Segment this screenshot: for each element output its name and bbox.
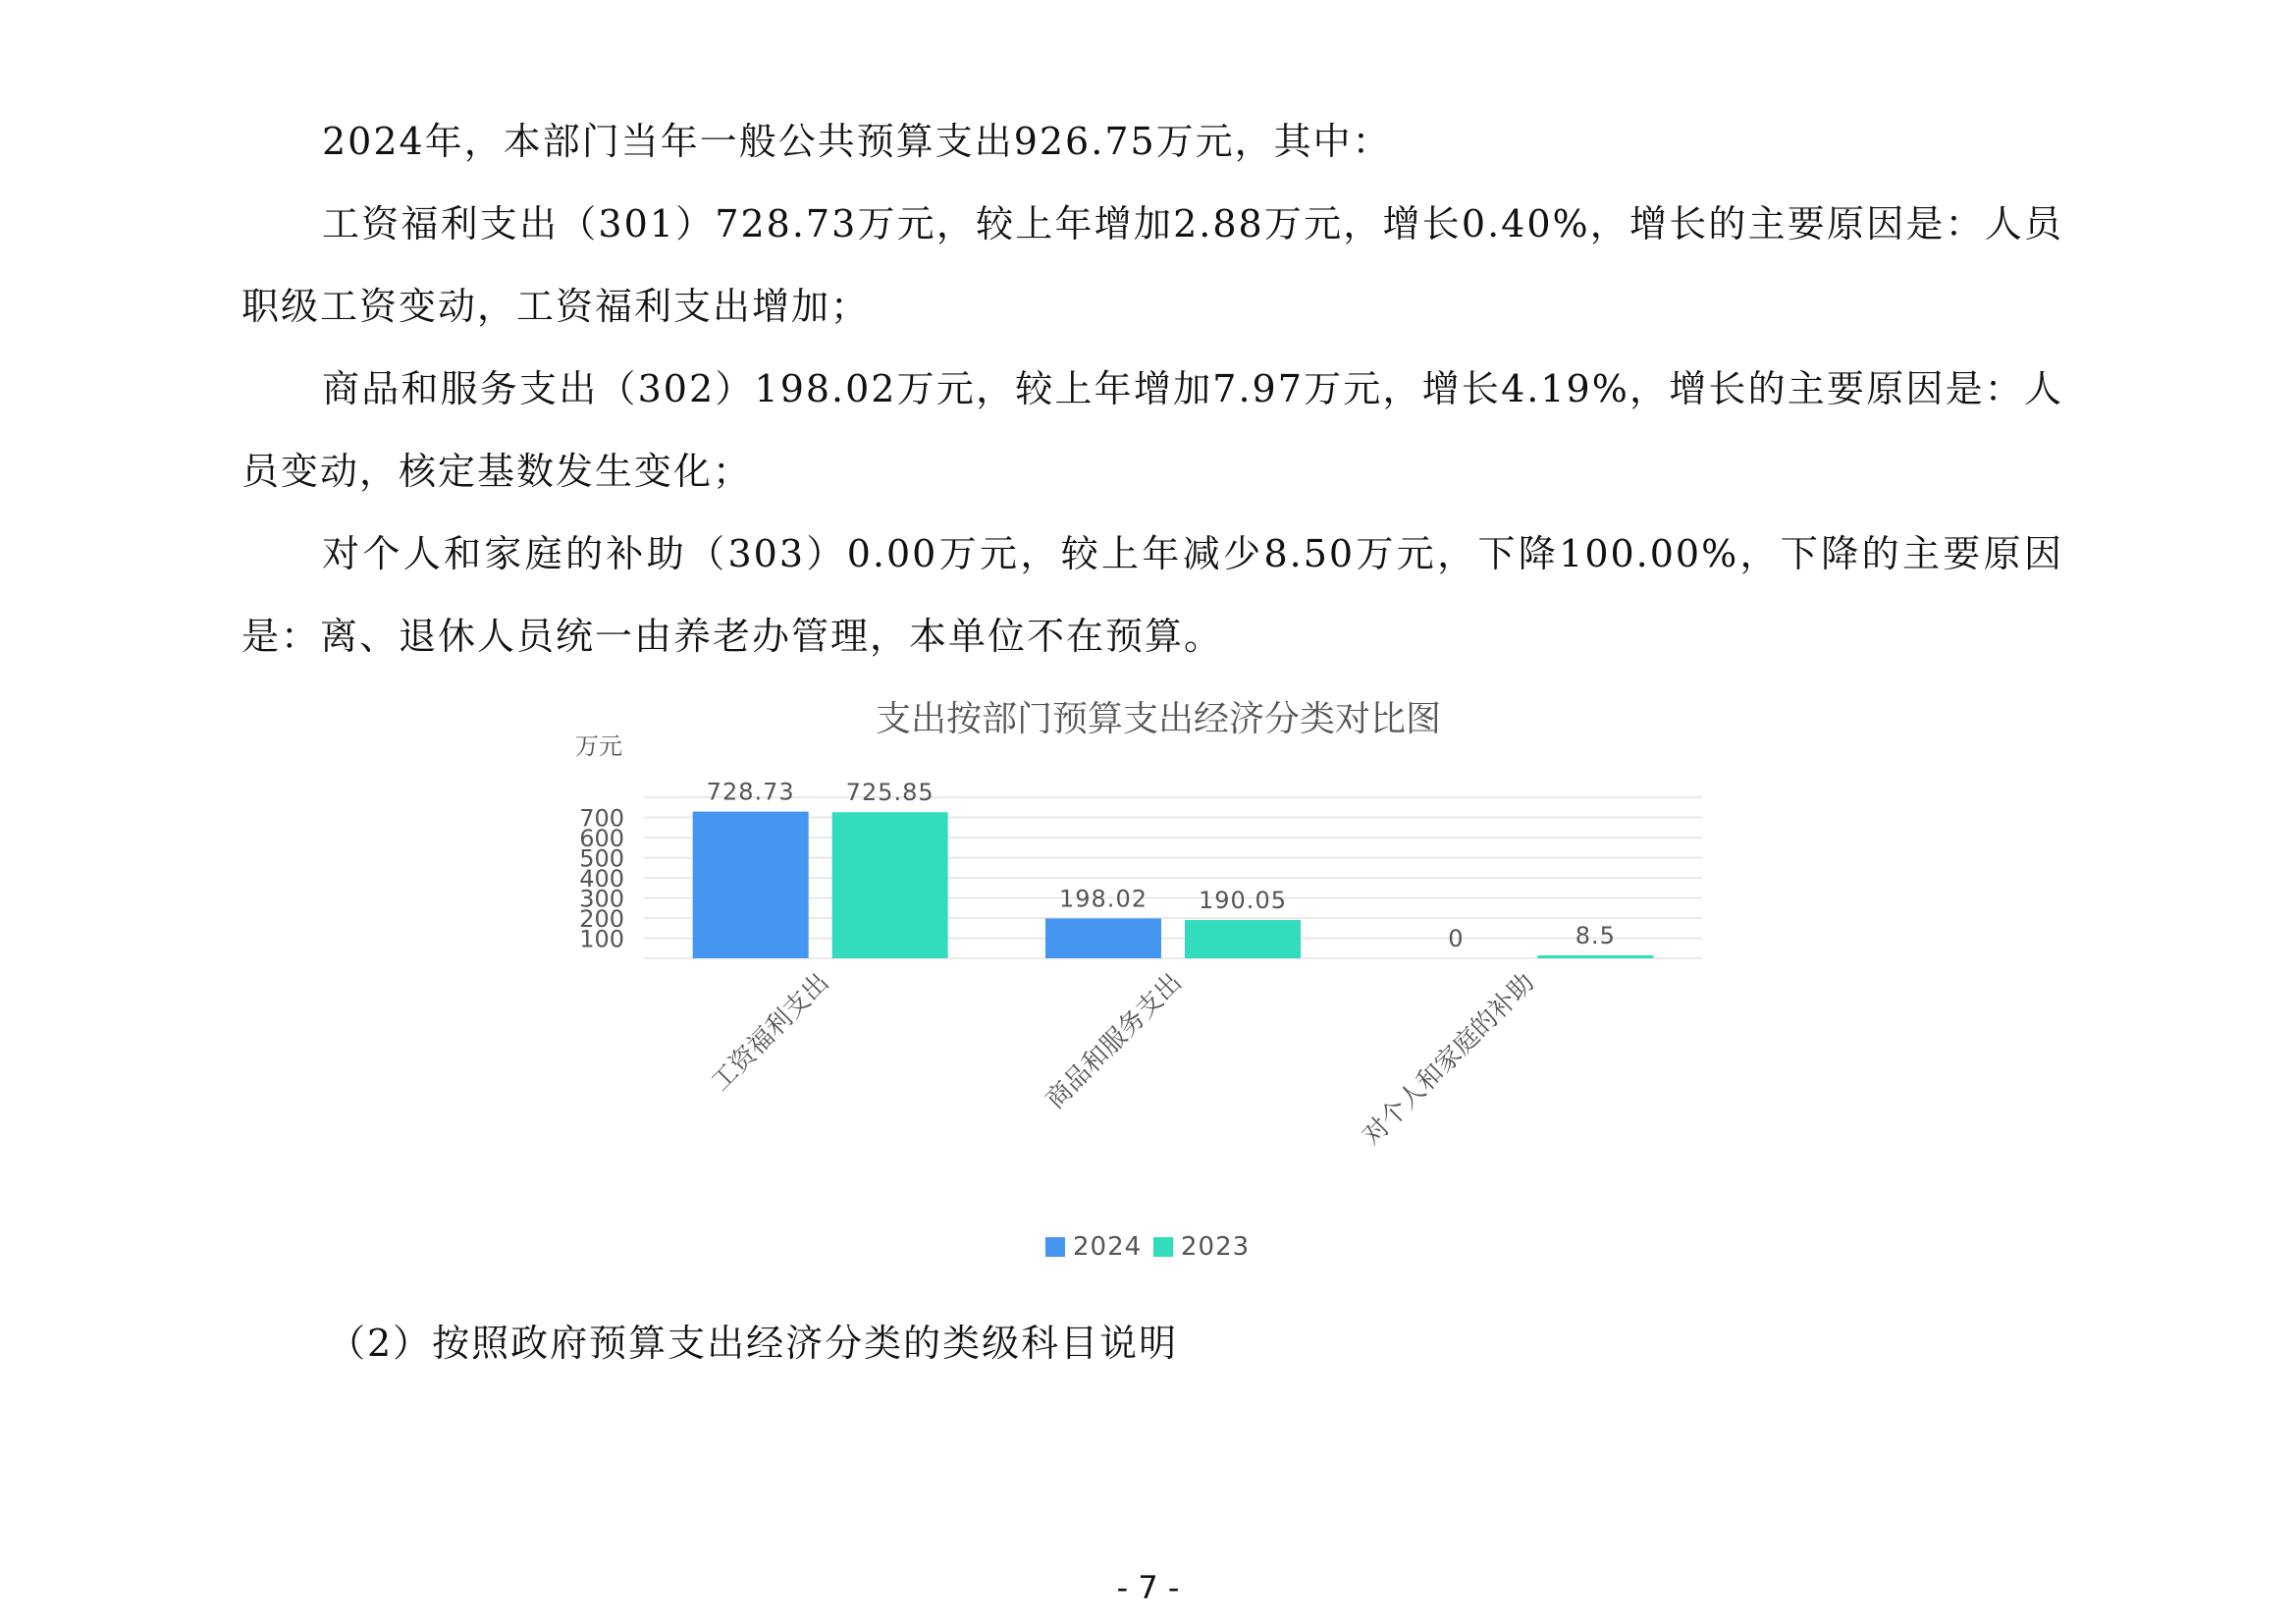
x-axis-labels <box>706 968 1540 1152</box>
paragraph-goods-services: 商品和服务支出（302）198.02万元，较上年增加7.97万元，增长4.19%，增长的主要原因是：人员变动，核定基数发生变化； <box>241 367 2063 493</box>
page-number: - 7 - <box>1116 1569 1180 1606</box>
bar-2024-0 <box>693 812 809 958</box>
chart-bars <box>693 779 1654 958</box>
y-axis-ticks <box>579 805 624 953</box>
data-label: 728.73 <box>706 778 795 806</box>
bar-2023-0 <box>832 812 948 958</box>
y-tick-label: 200 <box>579 905 624 933</box>
x-tick-label: 对个人和家庭的补助 <box>1357 967 1541 1152</box>
paragraph-intro: 2024年，本部门当年一般公共预算支出926.75万元，其中： <box>322 120 1392 163</box>
data-label: 0 <box>1448 925 1465 952</box>
chart-svg <box>550 687 1728 1296</box>
data-label: 190.05 <box>1199 887 1287 915</box>
data-label: 198.02 <box>1059 885 1148 913</box>
bar-2023-2 <box>1537 955 1653 958</box>
y-tick-label: 100 <box>579 925 624 953</box>
y-tick-label: 600 <box>579 825 624 852</box>
section-subheading: （2）按照政府预算支出经济分类的类级科目说明 <box>328 1322 1179 1365</box>
body-text <box>241 100 2063 677</box>
data-label: 725.85 <box>845 779 934 807</box>
x-tick-label: 商品和服务支出 <box>1041 967 1188 1115</box>
legend-swatch-2023 <box>1153 1237 1173 1257</box>
y-tick-label: 500 <box>579 844 624 873</box>
y-tick-label: 300 <box>579 885 624 913</box>
expenditure-comparison-chart <box>550 687 1728 1296</box>
chart-title: 支出按部门预算支出经济分类对比图 <box>875 699 1442 739</box>
data-label: 8.5 <box>1575 922 1616 949</box>
paragraph-household-subsidy: 对个人和家庭的补助（303）0.00万元，较上年减少8.50万元，下降100.00%，下降的主要原因是：离、退休人员统一由养老办管理，本单位不在预算。 <box>241 532 2063 658</box>
paragraph-salary: 工资福利支出（301）728.73万元，较上年增加2.88万元，增长0.40%，增长的主要原因是：人员职级工资变动，工资福利支出增加； <box>241 202 2063 328</box>
bar-2024-1 <box>1045 918 1161 958</box>
x-tick-label: 工资福利支出 <box>706 967 835 1098</box>
legend-label: 2024 <box>1073 1232 1143 1262</box>
bar-2023-1 <box>1185 920 1301 958</box>
chart-legend <box>1045 1232 1250 1262</box>
y-tick-label: 700 <box>579 804 624 833</box>
y-axis-label: 万元 <box>575 732 622 760</box>
legend-swatch-2024 <box>1045 1237 1065 1257</box>
legend-label: 2023 <box>1181 1232 1251 1262</box>
y-tick-label: 400 <box>579 865 624 893</box>
